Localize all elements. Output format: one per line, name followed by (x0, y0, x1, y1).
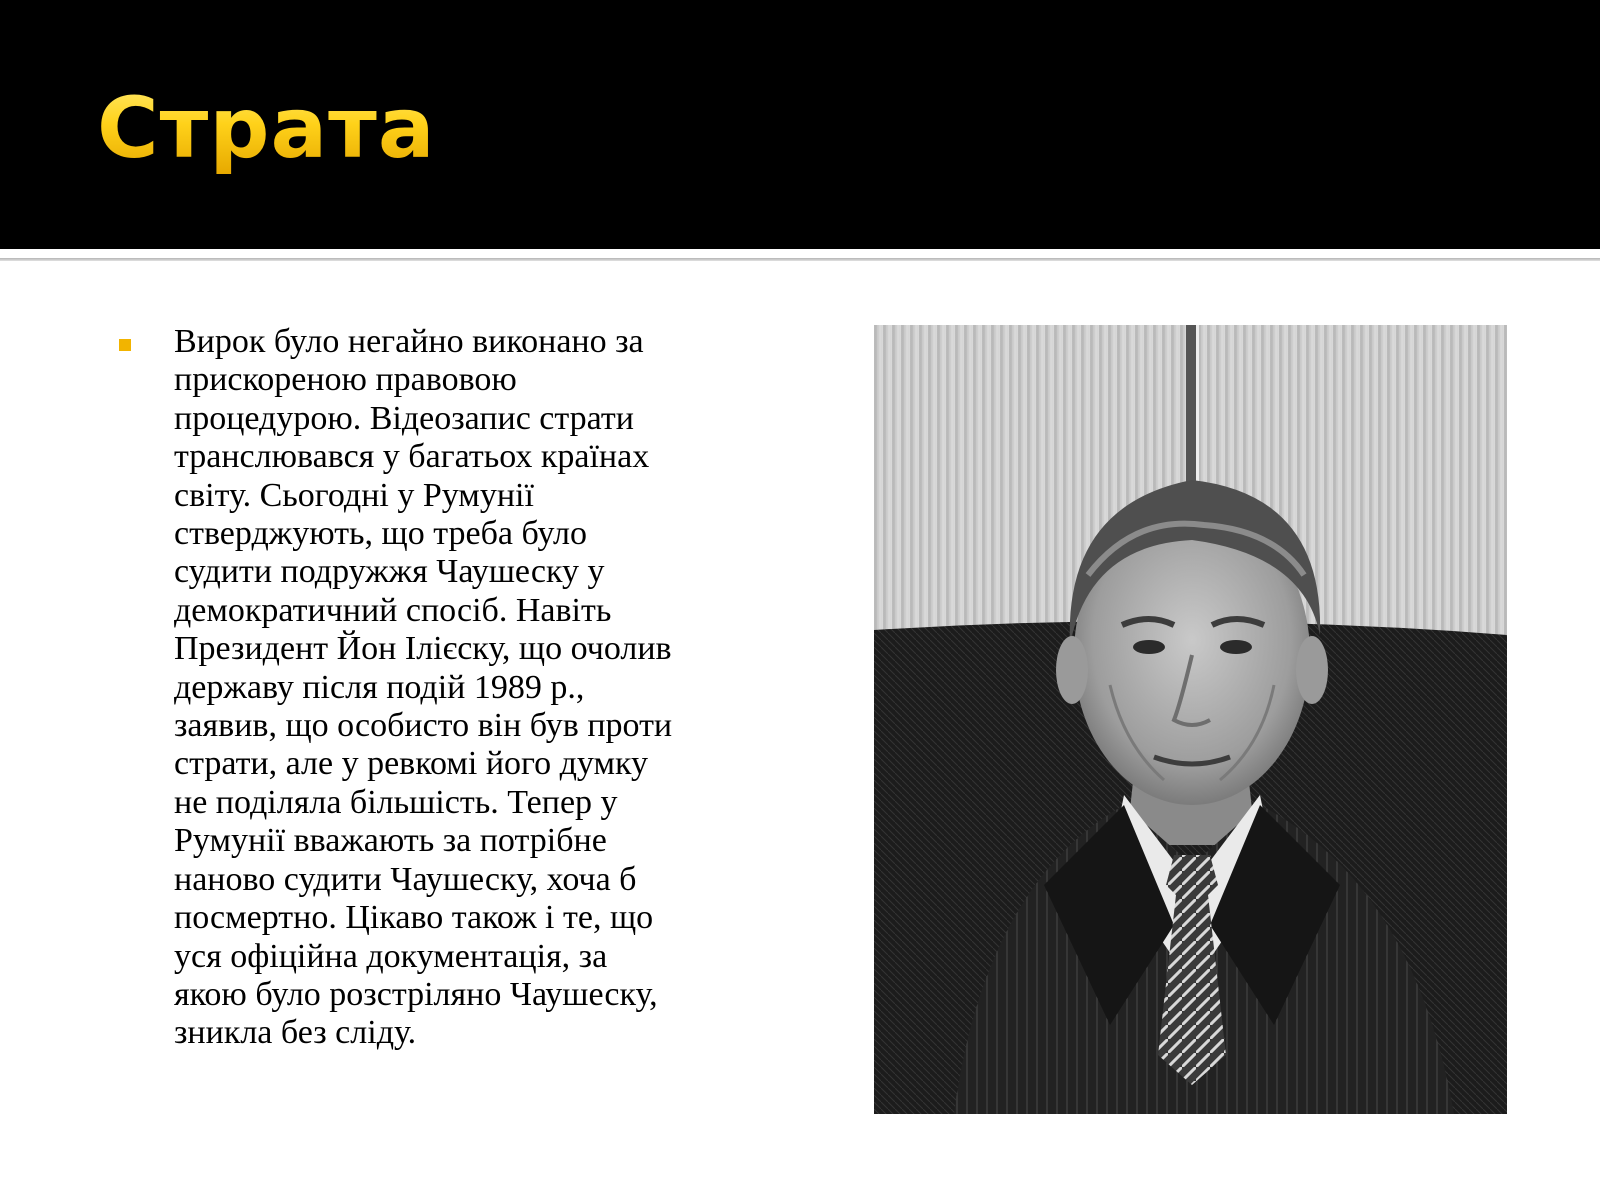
paragraph-line: світу. Сьогодні у Румунії (174, 476, 534, 514)
bullet-paragraph (174, 323, 774, 1053)
paragraph-line: Президент Йон Ілієску, що очолив (174, 630, 672, 668)
title-divider (0, 258, 1600, 261)
paragraph-line: зникла без сліду. (174, 1014, 417, 1052)
bullet-marker-icon (119, 339, 131, 351)
paragraph-line: наново судити Чаушеску, хоча б (174, 860, 637, 898)
title-bar (0, 0, 1600, 249)
paragraph-line: не поділяла більшість. Тепер у (174, 783, 618, 821)
paragraph-line: державу після подій 1989 р., (174, 668, 585, 706)
paragraph-line: страти, але у ревкомі його думку (174, 745, 649, 783)
paragraph-line: транслювався у багатьох країнах (174, 438, 650, 476)
paragraph-line: стверджують, що треба було (174, 515, 587, 553)
portrait-photo (874, 325, 1507, 1114)
slide-title: Страта (97, 79, 436, 177)
paragraph-line: демократичний спосіб. Навіть (174, 591, 612, 629)
paragraph-line: посмертно. Цікаво також і те, що (174, 899, 654, 937)
paragraph-line: уся офіційна документація, за (174, 937, 608, 975)
paragraph-line: судити подружжя Чаушеску у (174, 553, 605, 591)
paragraph-line: якою було розстріляно Чаушеску, (174, 975, 658, 1013)
paragraph-line: Вирок було негайно виконано за (174, 323, 644, 360)
paragraph-line: прискореною правовою (174, 361, 517, 399)
paragraph-line: процедурою. Відеозапис страти (174, 399, 634, 437)
paragraph-line: Румунії вважають за потрібне (174, 822, 607, 860)
paragraph-line: заявив, що особисто він був проти (174, 707, 673, 745)
